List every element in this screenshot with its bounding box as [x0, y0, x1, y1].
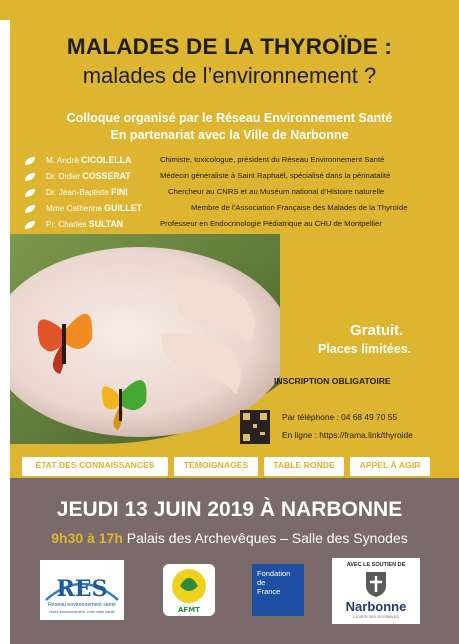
speaker-prefix: M. André: [46, 156, 79, 165]
fdf-text: Fondation de France: [257, 569, 291, 596]
tag-appel-agir: APPEL À AGIR: [350, 457, 430, 476]
speaker-prefix: Pr. Charles: [46, 220, 87, 229]
speaker-row: [24, 155, 454, 169]
gratuit-label: Gratuit.: [350, 322, 404, 339]
narbonne-logo: [332, 558, 420, 624]
narbonne-label: Narbonne: [345, 599, 407, 614]
speaker-name: [46, 187, 128, 197]
res-logo-line1: Réseau environnement santé: [48, 602, 116, 608]
leaf-icon: [24, 172, 36, 182]
speaker-surname: COSSERAT: [82, 171, 131, 181]
speaker-row: [24, 187, 454, 201]
narbonne-tagline: LA VIEN DES POSSIBLES: [353, 615, 399, 619]
speaker-role: Professeur en Endocrinologie Pédiatrique au CHU de Montpellier: [160, 219, 382, 228]
speaker-prefix: Dr. Jean-Baptiste: [46, 188, 109, 197]
speaker-prefix: Mme Catherine: [46, 204, 102, 213]
speaker-name: [46, 203, 142, 213]
tag-etat-connaissances: ÉTAT DES CONNAISSANCES: [22, 457, 168, 476]
afmt-logo: [163, 564, 215, 616]
qr-code: [240, 410, 270, 444]
speaker-name: [46, 219, 123, 229]
tag-temoignages: TÉMOIGNAGES: [174, 457, 258, 476]
speaker-surname: FINI: [111, 187, 128, 197]
speaker-role: Chimiste, toxicologue, président du Réseau Environnement Santé: [160, 155, 385, 164]
speaker-role: Médecin généraliste à Saint Raphaël, spécialisé dans la périnatalité: [160, 171, 391, 180]
subtitle: malades de l’environnement ?: [82, 63, 377, 88]
leaf-icon: [24, 220, 36, 230]
leaf-icon: [24, 156, 36, 166]
narbonne-shield-icon: [364, 570, 388, 598]
speaker-row: [24, 171, 454, 185]
speaker-role: Membre de l’Association Française des Malades de la Thyroïde: [191, 203, 408, 212]
res-logo: [40, 560, 124, 620]
speaker-surname: CICOLELLA: [81, 155, 132, 165]
fondation-de-france-logo: [252, 564, 304, 616]
speaker-name: [46, 155, 131, 165]
speaker-role: Chercheur au CNRS et au Muséum national d’Histoire naturelle: [168, 187, 385, 196]
soutien-label: AVEC LE SOUTIEN DE: [346, 562, 406, 568]
event-venue: Palais des Archevêques – Salle des Synodes: [126, 530, 408, 546]
online-link[interactable]: En ligne : https://frama.link/thyroide: [282, 430, 413, 440]
svg-text:RES: RES: [56, 576, 108, 602]
tag-table-ronde: TABLE RONDE: [264, 457, 344, 476]
phone-contact: Par téléphone : 04 68 49 70 55: [282, 412, 398, 422]
speaker-surname: GUILLET: [104, 203, 142, 213]
svg-text:AFMT: AFMT: [178, 606, 200, 614]
left-margin: [0, 20, 10, 644]
speaker-row: [24, 219, 454, 233]
places-limitees-label: Places limitées.: [318, 342, 412, 356]
leaf-icon: [24, 204, 36, 214]
intro-line-2: En partenariat avec la Ville de Narbonne: [110, 128, 349, 142]
speaker-surname: SULTAN: [88, 219, 124, 229]
leaf-icon: [24, 188, 36, 198]
speaker-row: [24, 203, 454, 217]
intro-line-1: Colloque organisé par le Réseau Environnement Santé: [66, 111, 393, 125]
inscription-label: INSCRIPTION OBLIGATOIRE: [274, 376, 391, 386]
res-logo-line2: Notre environnement, c'est notre santé: [49, 610, 115, 614]
event-time: 9h30 à 17h: [51, 530, 123, 546]
event-place: [0, 530, 459, 546]
afmt-logo-graphic: [163, 564, 215, 616]
main-title: MALADES DE LA THYROÏDE :: [66, 34, 393, 59]
pregnant-belly-photo: [0, 234, 280, 444]
event-date: JEUDI 13 JUIN 2019 À NARBONNE: [56, 498, 403, 521]
speaker-name: [46, 171, 131, 181]
speaker-prefix: Dr. Didier: [46, 172, 81, 181]
